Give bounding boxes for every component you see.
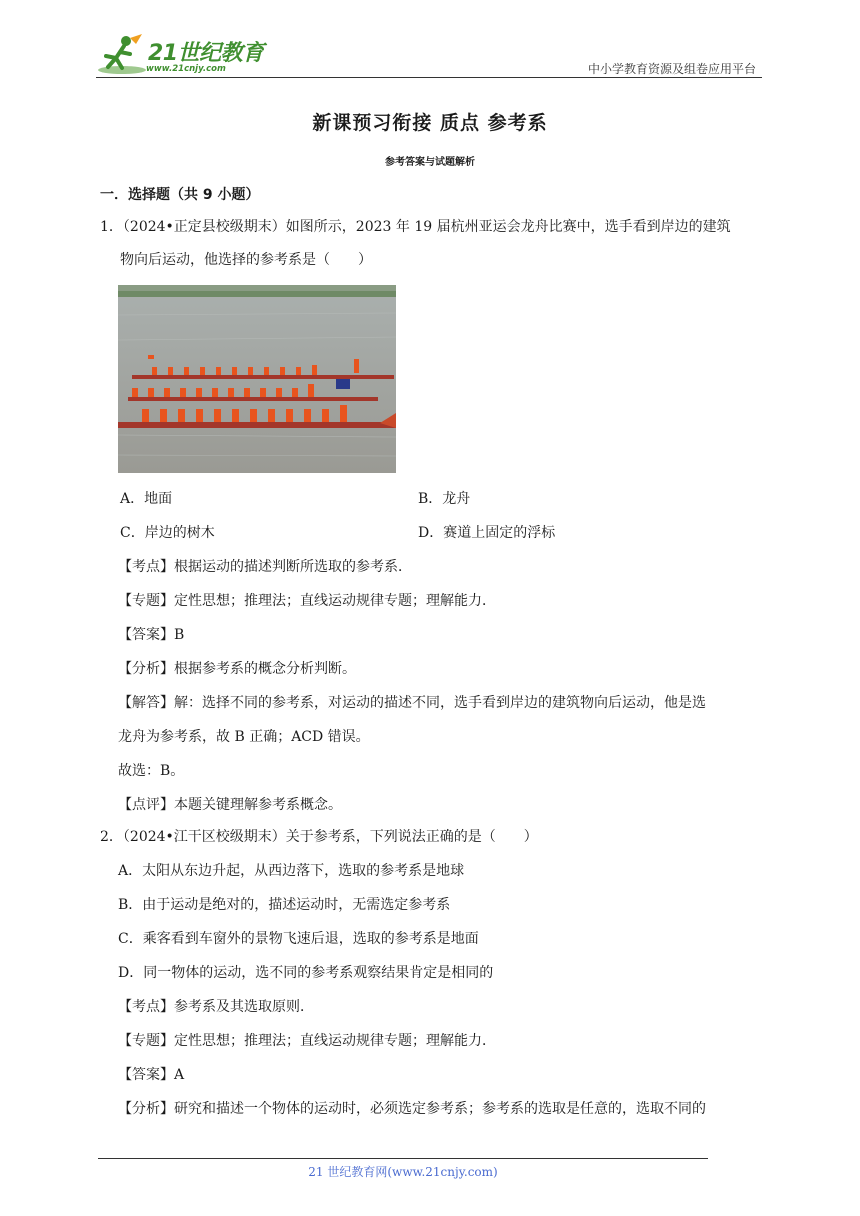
q2-option-c: C．乘客看到车窗外的景物飞速后退，选取的参考系是地面: [118, 931, 479, 947]
q1-fenxi: 【分析】根据参考系的概念分析判断。: [118, 661, 356, 677]
q1-dianping: 【点评】本题关键理解参考系概念。: [118, 797, 342, 813]
q1-stem-line2: 物向后运动，他选择的参考系是（ ）: [120, 252, 372, 268]
q2-option-d: D．同一物体的运动，选不同的参考系观察结果肯定是相同的: [118, 965, 494, 981]
q1-option-b: B．龙舟: [418, 491, 471, 507]
dragon-boat-photo: [118, 285, 396, 473]
q2-fenxi: 【分析】研究和描述一个物体的运动时，必须选定参考系；参考系的选取是任意的，选取不同的: [118, 1101, 706, 1117]
q1-guxuan: 故选：B。: [118, 763, 185, 779]
q2-option-b: B．由于运动是绝对的，描述运动时，无需选定参考系: [118, 897, 451, 913]
q2-answer: 【答案】A: [118, 1067, 185, 1083]
runner-logo-icon: [96, 34, 146, 76]
platform-name: 中小学教育资源及组卷应用平台: [587, 62, 756, 76]
q2-kaodian: 【考点】参考系及其选取原则．: [118, 999, 314, 1015]
q1-zhuanti: 【专题】定性思想；推理法；直线运动规律专题；理解能力．: [118, 593, 496, 609]
logo: [96, 34, 266, 76]
q1-kaodian: 【考点】根据运动的描述判断所选取的参考系．: [118, 559, 412, 575]
q2-option-a: A．太阳从东边升起，从西边落下，选取的参考系是地球: [118, 863, 465, 879]
q1-option-d: D．赛道上固定的浮标: [418, 525, 556, 541]
logo-text: 21世纪教育: [148, 41, 264, 66]
page-title: 新课预习衔接 质点 参考系: [312, 112, 548, 134]
q1-option-a: A．地面: [120, 491, 173, 507]
q1-jieda-line1: 【解答】解：选择不同的参考系，对运动的描述不同，选手看到岸边的建筑物向后运动，他是选: [118, 695, 706, 711]
page-subtitle: 参考答案与试题解析: [385, 157, 475, 168]
footer-divider: [98, 1158, 708, 1159]
logo-url: www.21cnjy.com: [146, 64, 226, 74]
q1-jieda-line2: 龙舟为参考系，故 B 正确；ACD 错误。: [118, 729, 370, 745]
page-header: [96, 30, 762, 78]
q1-stem-line1: 1．（2024•正定县校级期末）如图所示，2023 年 19 届杭州亚运会龙舟比赛中，选手看到岸边的建筑: [100, 219, 731, 235]
q1-answer: 【答案】B: [118, 627, 185, 643]
q2-stem: 2．（2024•江干区校级期末）关于参考系，下列说法正确的是（ ）: [100, 829, 538, 845]
q2-zhuanti: 【专题】定性思想；推理法；直线运动规律专题；理解能力．: [118, 1033, 496, 1049]
footer-link[interactable]: 21 世纪教育网(www.21cnjy.com): [308, 1165, 498, 1179]
q1-option-c: C．岸边的树木: [120, 525, 215, 541]
section-heading: 一．选择题（共 9 小题）: [100, 187, 260, 203]
